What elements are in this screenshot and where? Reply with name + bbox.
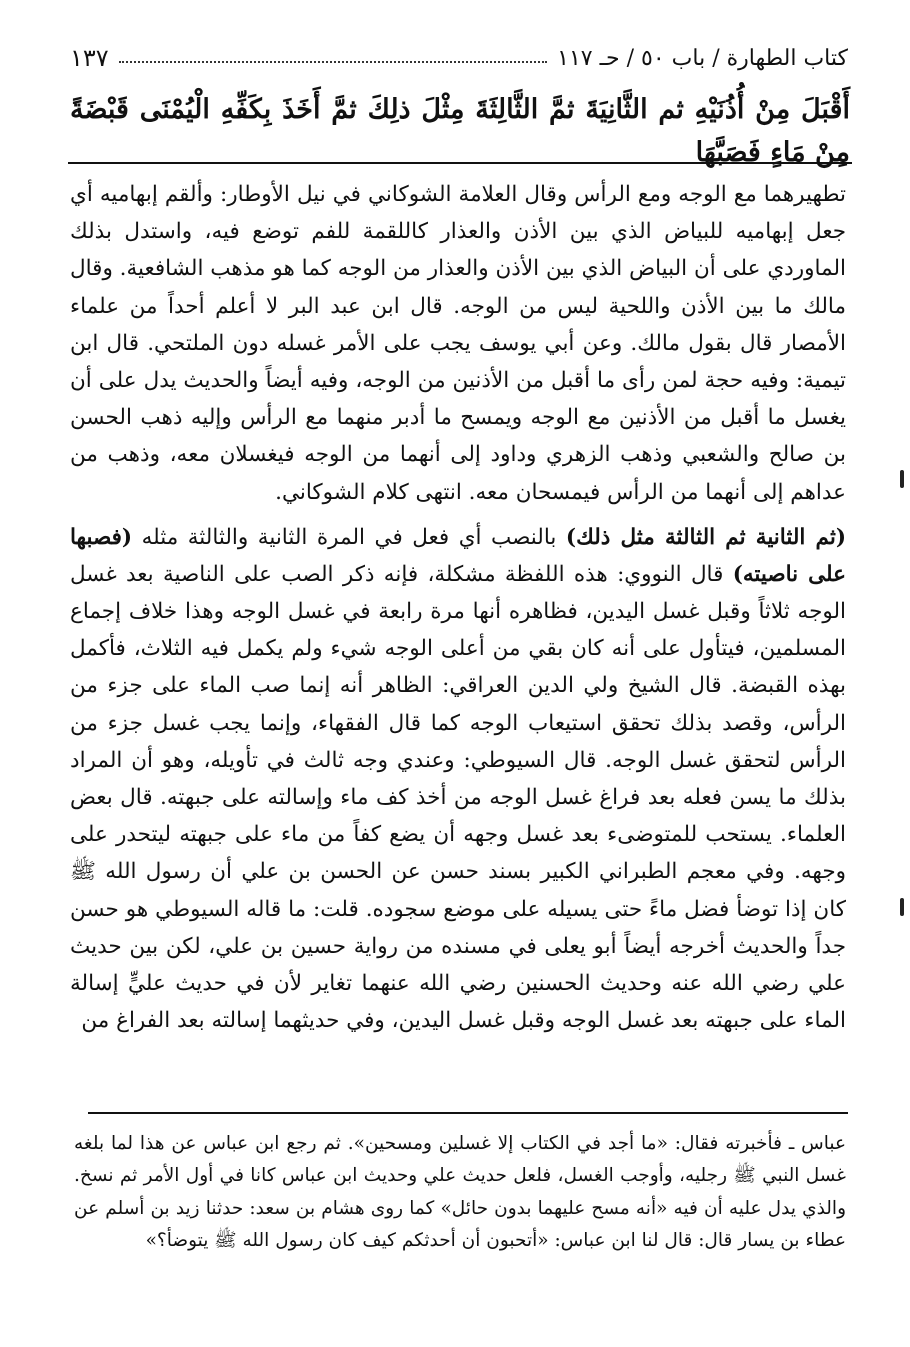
page-number: ١٣٧ [70, 44, 109, 72]
commentary-paragraph-1: تطهيرهما مع الوجه ومع الرأس وقال العلامة الشوكاني في نيل الأوطار: وألقم إبهاميه أي جعل إبهاميه للبياض الذي بين الأذن والعذار كاللقمة للفم توضع فيه، واستدل بذلك الماوردي على أن البياض الذي بين الأذن والعذار من الوجه كما هو مذهب الشافعية. وقال مالك ما بين الأذن واللحية ليس من الوجه. قال ابن عبد البر لا أعلم أحداً من علماء الأمصار قال بقول مالك. وعن أبي يوسف يجب على الأمر غسله دون الملتحي. قال ابن تيمية: وفيه حجة لمن رأى ما أقبل من الأذنين من الوجه، وفيه أيضاً والحديث يدل على أن يغسل ما أقبل من الأذنين مع الوجه ويمسح ما أدبر منهما مع الرأس وإليه ذهب الحسن بن صالح والشعبي وذهب الزهري وداود إلى أنهما من الوجه فيغسلان معه، وذهب من عداهم إلى أنهما من الرأس فيمسحان معه. انتهى كلام الشوكاني. [70, 182, 846, 505]
running-title: كتاب الطهارة / باب ٥٠ / حـ ١١٧ [557, 45, 848, 71]
leader-dots [119, 61, 547, 63]
header-divider [68, 162, 852, 164]
margin-mark-1 [900, 470, 904, 488]
page-header [70, 38, 848, 78]
margin-mark-2 [900, 898, 904, 916]
paragraph-2-part-2: قال النووي: هذه اللفظة مشكلة، فإنه ذكر الصب على الناصية بعد غسل الوجه ثلاثاً وقبل غسل اليدين، فظاهره أنها مرة رابعة في غسل الوجه وهذا خلاف إجماع المسلمين، فيتأول على أنه كان بقي من أعلى الوجه شيء ولم يكمل فيه الثلاث، فأكمل بهذه القبضة. قال الشيخ ولي الدين العراقي: الظاهر أنه إنما صب الماء على جزء من الرأس، وقصد بذلك تحقق استيعاب الوجه كما قال الفقهاء، وإنما يجب غسل جزء من الرأس لتحقق غسل الوجه. قال السيوطي: وعندي وجه ثالث في تأويله، وهو أن المراد بذلك ما يسن فعله بعد فراغ غسل الوجه من أخذ كف ماء وإسالته على جبهته. قال بعض العلماء. يستحب للمتوضىء بعد غسل وجهه أن يضع كفاً من ماء على جبهته ليتحدر على وجهه. وفي معجم الطبراني الكبير بسند حسن عن الحسن بن علي أن رسول الله ﷺ كان إذا توضأ فضل ماءً حتى يسيله على موضع سجوده. قلت: ما قاله السيوطي هو حسن جداً والحديث أخرجه أيضاً أبو يعلى في مسنده من رواية حسين بن علي، لكن بين حديث علي رضي الله عنه وحديث الحسنين رضي الله عنهما تغاير لأن في حديث عليٍّ إسالة الماء على جبهته بعد غسل الوجه وقبل غسل اليدين، وفي حديثهما إسالته بعد الفراغ من [70, 561, 846, 1034]
bold-quote-1: (ثم الثانية ثم الثالثة مثل ذلك) [565, 524, 846, 550]
commentary-body [70, 176, 846, 1039]
paragraph-2-part-1: بالنصب أي فعل في المرة الثانية والثالثة مثله [132, 524, 566, 550]
bold-quote-2: (فصبها على ناصيته) [70, 524, 846, 587]
footnote-text: عباس ـ فأخبرته فقال: «ما أجد في الكتاب إلا غسلين ومسحين». ثم رجع ابن عباس عن هذا لما بلغه غسل النبي ﷺ رجليه، وأوجب الغسل، فلعل حديث علي وحديث ابن عباس كانا في أول الأمر ثم نسخ. والذي يدل عليه أن فيه «أنه مسح عليهما بدون حائل» كما روى هشام بن سعد: حدثنا زيد بن أسلم عن عطاء بن يسار قال: قال لنا ابن عباس: «أتحبون أن أحدثكم كيف كان رسول الله ﷺ يتوضأ؟» [74, 1133, 846, 1252]
footnote-divider [88, 1112, 848, 1114]
commentary-paragraph-2 [70, 519, 846, 1040]
hadith-text-line: أَقْبَلَ مِنْ أُذُنَيْهِ ثم الثَّانِيَةَ ثمَّ الثَّالِثَةَ مِثْلَ ذلِكَ ثمَّ أَخَذَ بِكَفِّهِ الْيُمْنَى قَبْضَةً مِنْ مَاءٍ فَصَبَّهَا [70, 94, 850, 169]
footnote-block [74, 1128, 846, 1258]
